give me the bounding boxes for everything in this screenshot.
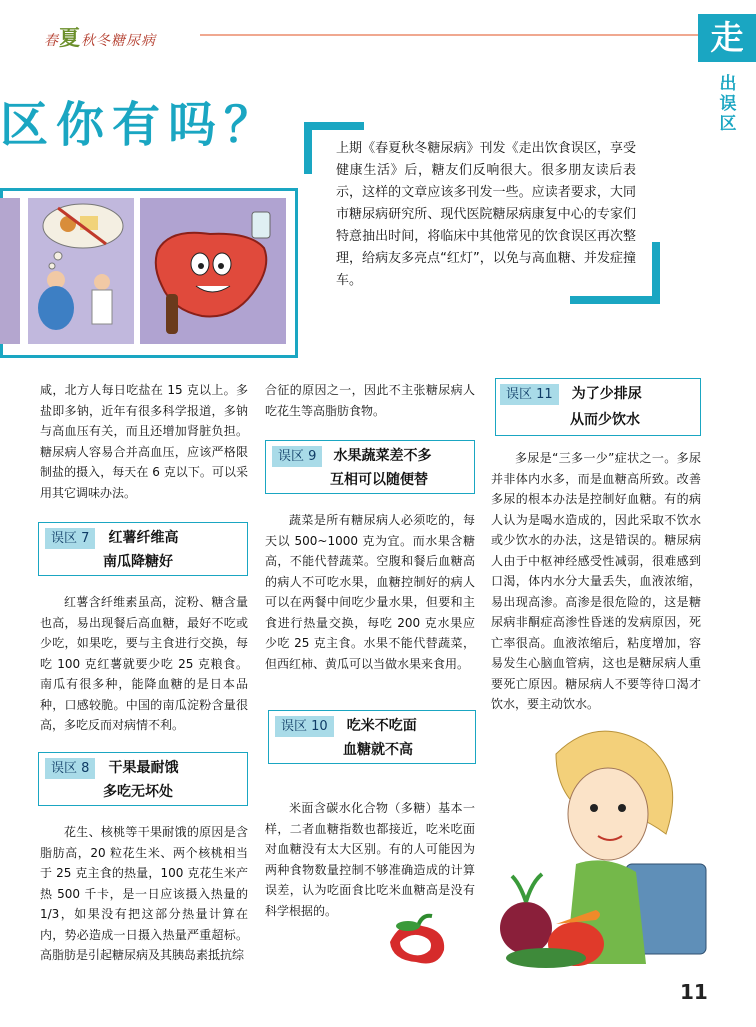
section-corner-badge: 走 bbox=[698, 14, 756, 62]
myth-9-box bbox=[265, 440, 475, 494]
body-paragraph: 合征的原因之一，因此不主张糖尿病人吃花生等高脂肪食物。 bbox=[265, 383, 475, 418]
cartoon-panel-food-thoughts bbox=[28, 198, 134, 344]
vertical-section-title: 出误区 bbox=[719, 74, 737, 134]
myth-tag: 误区 7 bbox=[45, 528, 95, 549]
body-paragraph: 红薯含纤维素虽高，淀粉、糖含量也高，易出现餐后高血糖，最好不吃或少吃，如果吃，要与主食进行交换，每吃 100 克红薯就要少吃 25 克粮食。南瓜有很多种，能降血糖的是日本品种，口感较脆。中国的南瓜淀粉含量很高，多吃反而对病情不利。 bbox=[40, 595, 248, 732]
body-paragraph: 花生、核桃等干果耐饿的原因是含脂肪高，20 粒花生米、两个核桃相当于 25 克主食的热量，100 克花生米产热 500 千卡，是一日应该摄入热量的 1/3，如果没有把这部分热量计算在内，势必造成一日摄入热量严重超标。高脂肪是引起糖尿病及其胰岛素抵抗综 bbox=[40, 825, 248, 962]
myth-8-box bbox=[38, 752, 248, 806]
column-title: 春夏秋冬糖尿病 bbox=[44, 25, 156, 50]
myth-title: 血糖就不高 bbox=[343, 742, 413, 758]
body-paragraph: 咸，北方人每日吃盐在 15 克以上。多盐即多钠，近年有很多科学报道，多钠与高血压有关，而且还增加肾脏负担。糖尿病人容易合并高血压，应该严格限制盐的摄入，每天在 6 克以下。可以采用其它调味办法。 bbox=[40, 383, 248, 500]
myth-title: 互相可以随便替 bbox=[330, 472, 428, 488]
myth-title: 为了少排尿 bbox=[571, 386, 642, 402]
myth-title: 干果最耐饿 bbox=[108, 760, 179, 776]
myth-10-box bbox=[268, 710, 476, 764]
myth-tag: 误区 10 bbox=[275, 716, 334, 737]
page-number: 11 bbox=[680, 980, 708, 1004]
body-paragraph: 蔬菜是所有糖尿病人必须吃的，每天以 500~1000 克为宜。而水果含糖高，不能代替蔬菜。空腹和餐后血糖高的病人不可吃水果，血糖控制好的病人可以在两餐中间吃少量水果，但要和主食进行热量交换，每吃 200 克水果应少吃 25 克主食。水果不能代替蔬菜，但西红柿、黄瓜可以当做水果来食用。 bbox=[265, 513, 475, 671]
pepper-illustration bbox=[382, 912, 454, 970]
cartoon-panel-liver bbox=[140, 198, 286, 344]
myth-title: 水果蔬菜差不多 bbox=[333, 448, 432, 464]
myth-7-box bbox=[38, 522, 248, 576]
intro-bracket bbox=[570, 296, 660, 304]
page-headline: 区你有吗？ bbox=[0, 97, 281, 153]
myth-title: 南瓜降糖好 bbox=[103, 554, 173, 570]
header-divider bbox=[200, 34, 698, 36]
intro-paragraph: 上期《春夏秋冬糖尿病》刊发《走出饮食误区，享受健康生活》后，糖友们反响很大。很多朋友读后表示，这样的文章应该多刊发一些。应读者要求，大同市糖尿病研究所、现代医院糖尿病康复中心的专家们特意抽出时间，将临床中其他常见的饮食误区再次整理，给病友多亮点“红灯”，以免与高血糖、并发症撞车。 bbox=[336, 141, 636, 288]
cartoon-panel bbox=[0, 198, 20, 344]
myth-tag: 误区 8 bbox=[45, 758, 95, 779]
myth-title: 吃米不吃面 bbox=[346, 718, 417, 734]
myth-title: 从而少饮水 bbox=[570, 412, 640, 428]
woman-with-vegetables-illustration bbox=[486, 714, 736, 974]
myth-title: 红薯纤维高 bbox=[108, 530, 179, 546]
myth-tag: 误区 9 bbox=[272, 446, 322, 467]
myth-tag: 误区 11 bbox=[500, 384, 559, 405]
myth-11-box bbox=[495, 378, 701, 436]
intro-bracket bbox=[304, 122, 312, 174]
myth-title: 多吃无坏处 bbox=[103, 784, 173, 800]
intro-bracket bbox=[304, 122, 364, 130]
intro-bracket bbox=[652, 242, 660, 304]
body-paragraph: 米面含碳水化合物（多糖）基本一样，二者血糖指数也都接近，吃米吃面对血糖没有太大区别。有的人可能因为两种食物数量控制不够准确造成的计算误差，认为吃面食比吃米血糖高是没有科学根据的。 bbox=[265, 801, 475, 918]
body-paragraph: 多尿是“三多一少”症状之一。多尿并非体内水多，而是血糖高所致。改善多尿的根本办法是控制好血糖。有的病人认为是喝水造成的，因此采取不饮水或少饮水的办法，这是错误的。糖尿病人由于中枢神经感受性减弱，很难感到口渴，体内水分大量丢失，血液浓缩，易出现高渗。高渗是很危险的，这是糖尿病非酮症高渗性昏迷的发病原因，死亡率很高。血液浓缩后，粘度增加，容易发生心脑血管病，这也是糖尿病人重要死亡原因。糖尿病人不要等待口渴才饮水，要主动饮水。 bbox=[491, 451, 701, 711]
